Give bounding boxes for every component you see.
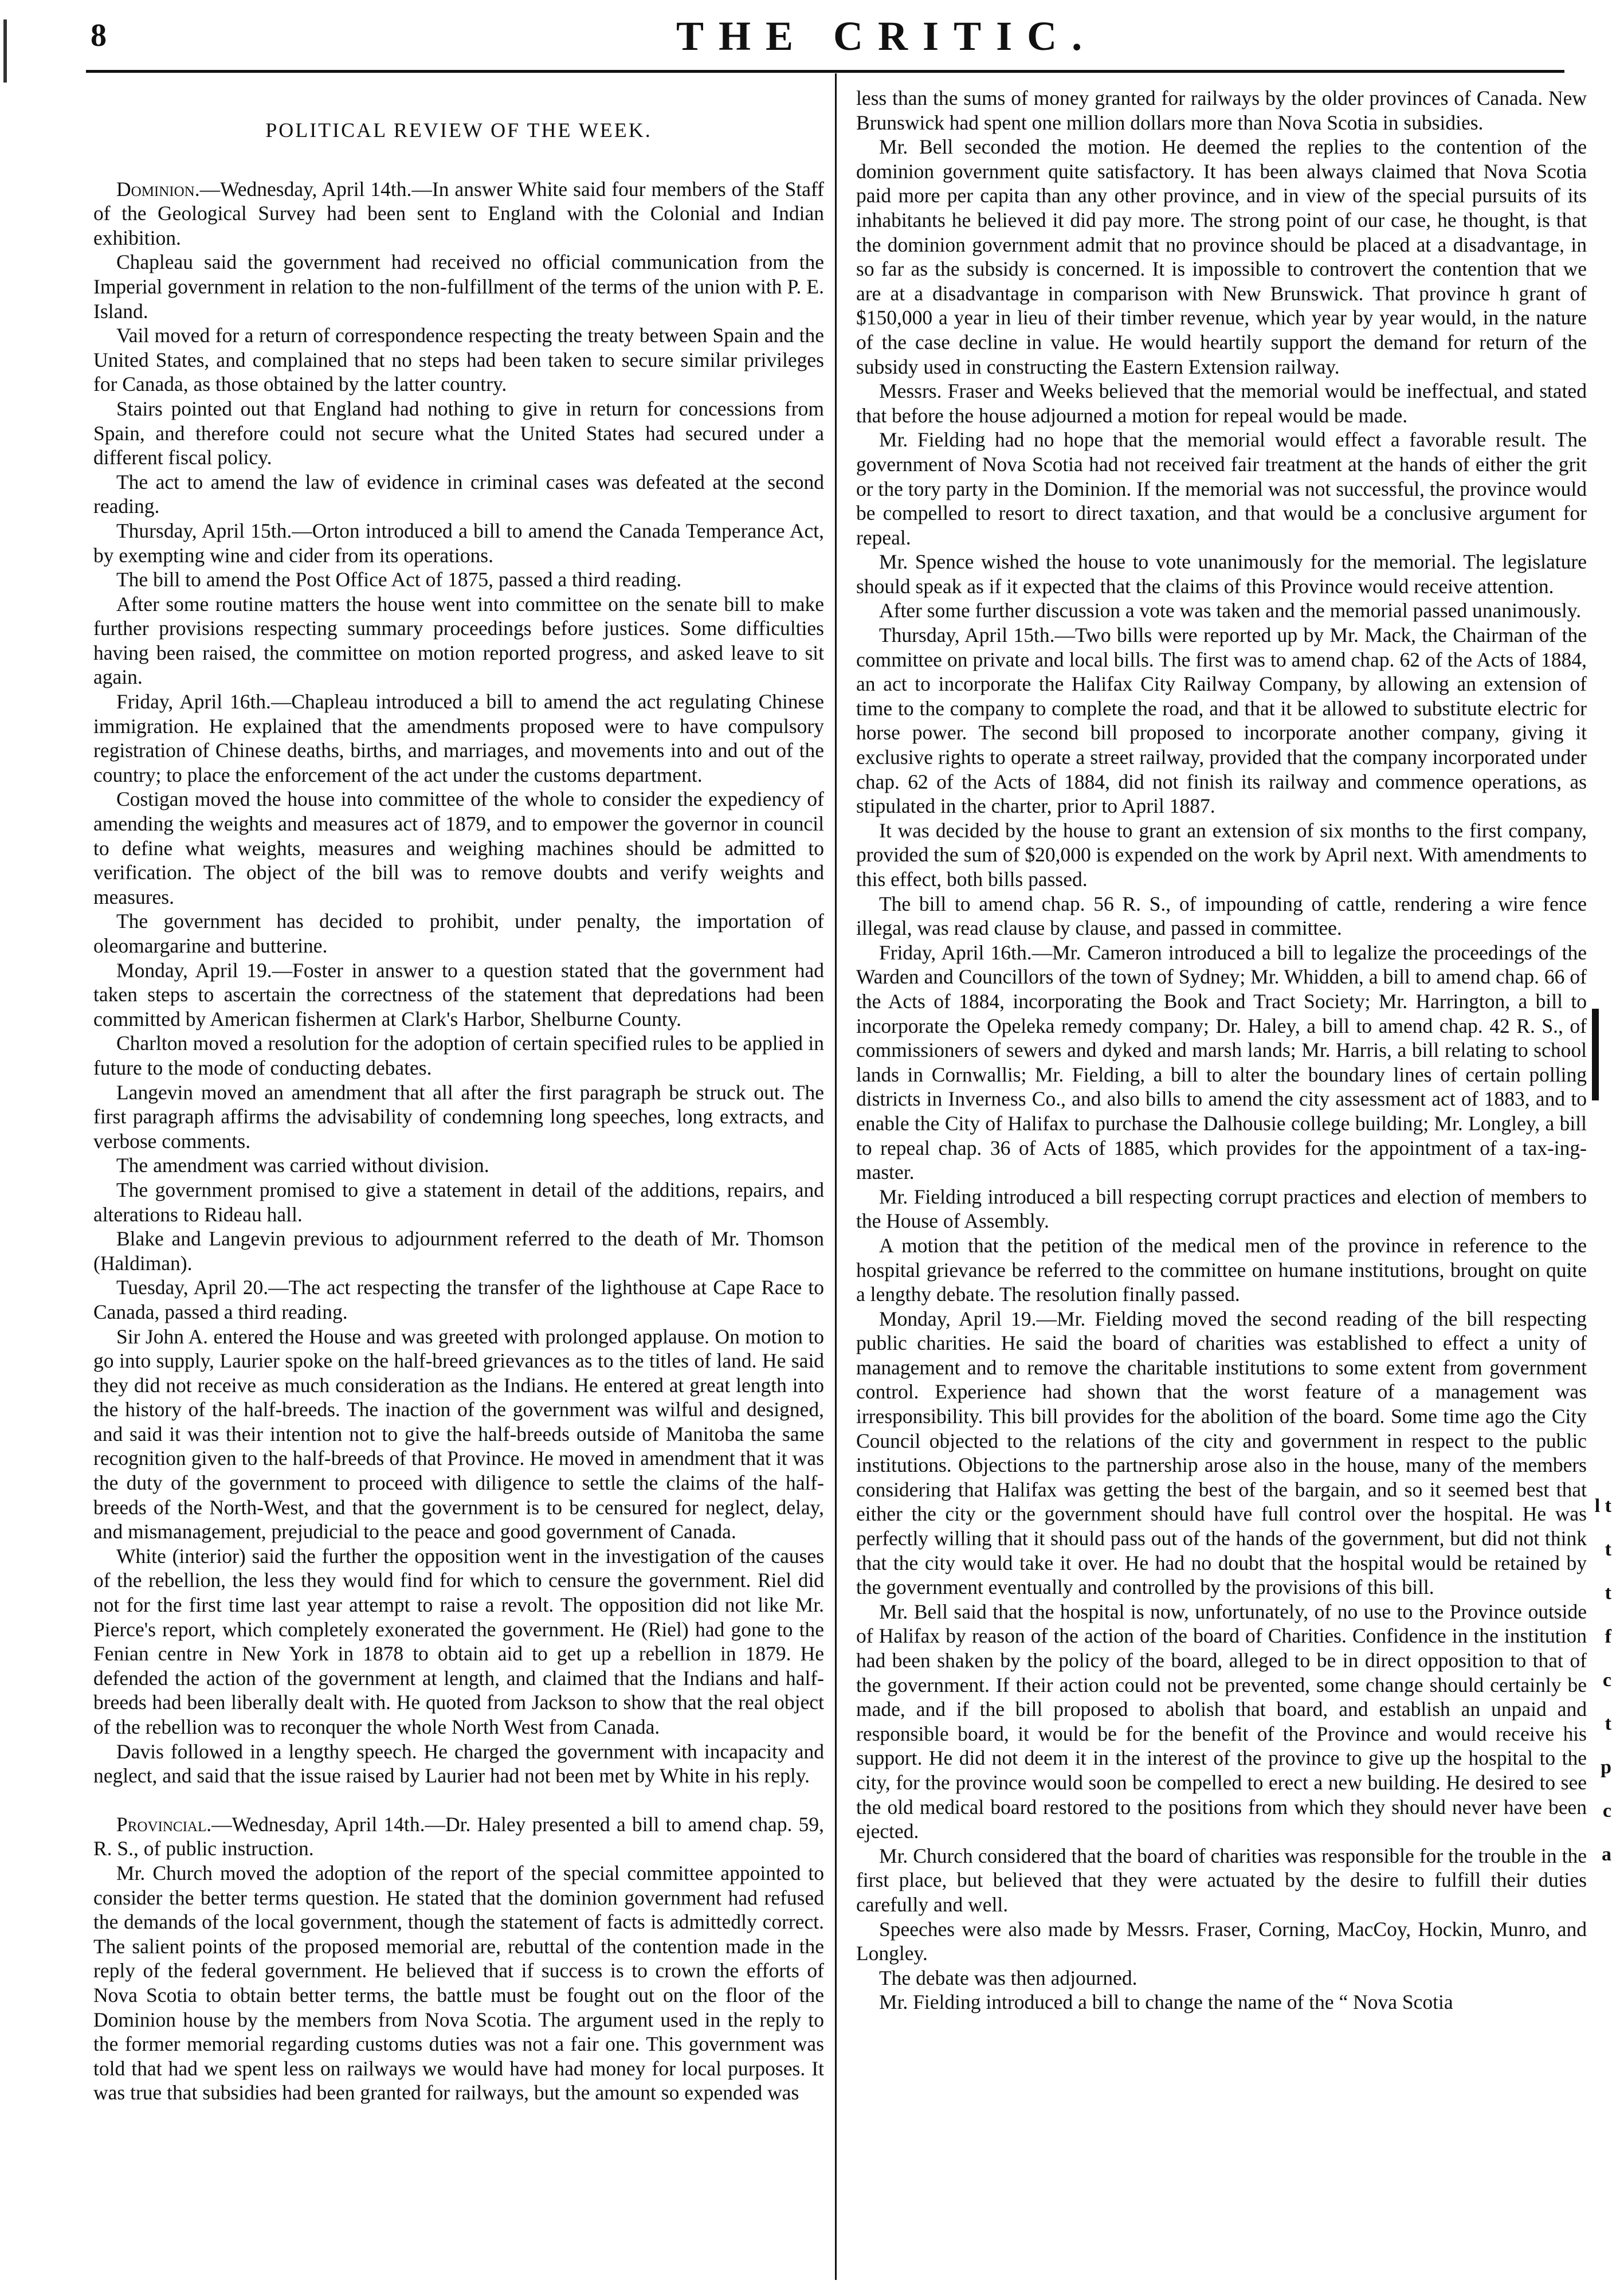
masthead: THE CRITIC.	[676, 13, 1097, 59]
paragraph	[856, 1600, 1587, 1844]
paragraph-text: After some routine matters the house went into committee on the senate bill to make further provisions respecting summary proceedings before justices. Some difficulties having been raised, the committee on motion reported progress, and asked leave to sit again.	[93, 592, 824, 689]
column-rule	[835, 73, 837, 2280]
paragraph	[93, 1325, 824, 1544]
section-title: POLITICAL REVIEW OF THE WEEK.	[265, 119, 652, 142]
paragraph-text: Mr. Fielding had no hope that the memorial would effect a favorable result. The government of Nova Scotia had not received fair treatment at the hands of either the grit or the tory party in the Dominion. If the memorial was not successful, the province would be compelled to resort to direct taxation, and that would be a conclusive argument for repeal.	[856, 428, 1587, 549]
paragraph-text: The amendment was carried without division.	[116, 1154, 489, 1177]
paragraph-text: It was decided by the house to grant an extension of six months to the first company, provided the sum of $20,000 is expended on the work by April next. With amendments to this effect, both bills passed.	[856, 818, 1587, 891]
section-lead: Provincial.	[116, 1812, 212, 1836]
right-column-body	[856, 86, 1587, 2015]
paragraph-text: Blake and Langevin previous to adjournment referred to the death of Mr. Thomson (Haldiman).	[93, 1227, 824, 1275]
paragraph	[93, 1178, 824, 1227]
paragraph-text: Mr. Fielding introduced a bill to change the name of the “ Nova Scotia	[879, 1991, 1453, 2014]
paragraph-text: Vail moved for a return of correspondence respecting the treaty between Spain and the United States, and complained that no steps had been taken to secure similar privileges for Canada, as those obtained by the latter country.	[93, 324, 824, 396]
paragraph-text: Charlton moved a resolution for the adoption of certain specified rules to be applied in future to the mode of conducting debates.	[93, 1032, 824, 1079]
paragraph	[93, 958, 824, 1032]
paragraph	[93, 323, 824, 397]
paragraph-text: Chapleau said the government had received no official communication from the Imperial government in relation to the non-fulfillment of the terms of the union with P. E. Island.	[93, 250, 824, 323]
paragraph	[856, 598, 1587, 623]
paragraph-text: Mr. Spence wished the house to vote unanimously for the memorial. The legislature should speak as if it expected that the claims of this Province would receive attention.	[856, 550, 1587, 598]
paragraph	[856, 1307, 1587, 1600]
paragraph-text: less than the sums of money granted for railways by the older provinces of Canada. New Brunswick had spent one million dollars more than Nova Scotia in subsidies.	[856, 87, 1587, 134]
paragraph	[93, 1153, 824, 1178]
right-column	[856, 86, 1587, 2015]
paragraph-text: The government has decided to prohibit, under penalty, the importation of oleomargarine and butterine.	[93, 910, 824, 957]
paragraph	[93, 1080, 824, 1154]
paragraph	[856, 1185, 1587, 1233]
paragraph	[856, 1990, 1587, 2015]
paragraph	[93, 1812, 824, 1861]
paragraph-text: Thursday, April 15th.—Orton introduced a bill to amend the Canada Temperance Act, by exempting wine and cider from its operations.	[93, 519, 824, 567]
paragraph-text: The bill to amend the Post Office Act of 1875, passed a third reading.	[116, 568, 682, 591]
paragraph	[93, 787, 824, 909]
paragraph-text: —Wednesday, April 14th.—In answer White said four members of the Staff of the Geological Survey had been sent to England with the Colonial and Indian exhibition.	[93, 177, 824, 249]
paragraph-text: Monday, April 19.—Mr. Fielding moved the second reading of the bill respecting public charities. He said the board of charities was established to effect a unity of management and to remove the charitable institutions to some extent from government control. Experience had shown that the worst feature of a management was irresponsibility. This bill provides for the abolition of the board. Some time ago the City Council objected to the relations of the city and government in respect to the public institutions. Objections to the partnership arose also in the house, many of the members considering that Halifax was getting the best of the bargain, and so it seemed best that either the city or the government should have full control over the hospital. He was perfectly willing that it should pass out of the hands of the government, but did not think that the city would take it over. He had no doubt that the hospital would be retained by the government eventually and controlled by the provisions of this bill.	[856, 1307, 1587, 1599]
paragraph-text: Sir John A. entered the House and was greeted with prolonged applause. On motion to go into supply, Laurier spoke on the half-breed grievances as to the titles of land. He said they did not receive as much consideration as the Indians. He entered at great length into the history of the half-breeds. The inaction of the government was wilful and designed, and said it was their intention not to give the half-breeds outside of Manitoba the same recognition given to the half-breeds of that Province. He moved in amendment that it was the duty of the government to proceed with diligence to settle the claims of the half-breeds of the North-West, and that the government is to be censured for neglect, delay, and mismanagement, prejudicial to the peace and good government of Canada.	[93, 1325, 824, 1543]
paragraph-text: Costigan moved the house into committee of the whole to consider the expediency of amending the weights and measures act of 1879, and to empower the governor in council to define what weights, measures and weighing machines should be admitted to verification. The object of the bill was to remove doubts and verify weights and measures.	[93, 787, 824, 908]
paragraph	[856, 623, 1587, 818]
section-gap	[93, 1788, 824, 1812]
paragraph	[856, 550, 1587, 598]
paragraph-text: Stairs pointed out that England had nothing to give in return for concessions from Spain, and therefore could not secure what the United States had secured under a different fiscal policy.	[93, 397, 824, 469]
paragraph-text: The bill to amend chap. 56 R. S., of impounding of cattle, rendering a wire fence illegal, was read clause by clause, and passed in committee.	[856, 892, 1587, 940]
header-rule	[86, 70, 1564, 73]
paragraph	[856, 892, 1587, 941]
paragraph-text: A motion that the petition of the medical men of the province in reference to the hospital grievance be referred to the committee on humane institutions, brought on quite a lengthy debate. The resolution finally passed.	[856, 1233, 1587, 1306]
paragraph-text: —Wednesday, April 14th.—Dr. Haley presented a bill to amend chap. 59, R. S., of public instruction.	[93, 1812, 824, 1860]
paragraph	[856, 818, 1587, 892]
paragraph-text: Monday, April 19.—Foster in answer to a question stated that the government had taken steps to ascertain the correctness of the statement that depredations had been committed by American fishermen at Clark's Harbor, Shelburne County.	[93, 958, 824, 1031]
paragraph	[93, 909, 824, 958]
right-edge-mark	[1592, 1009, 1599, 1100]
left-column	[93, 86, 824, 2105]
paragraph	[856, 941, 1587, 1185]
paragraph	[93, 592, 824, 689]
paragraph-text: White (interior) said the further the opposition went in the investigation of the causes of the rebellion, the less they would find for which to censure the government. Riel did not for the first time last year attempt to raise a revolt. The opposition did not like Mr. Pierce's report, which completely exonerated the government. He (Riel) had gone to the Fenian centre in New York in 1878 to obtain aid to get up a rebellion in 1879. He defended the action of the government at length, and claimed that the Indians and half-breeds had been liberally dealt with. He quoted from Jackson to show that the real object of the rebellion was to reconquer the whole North West from Canada.	[93, 1544, 824, 1738]
paragraph	[93, 1544, 824, 1739]
paragraph-text: Friday, April 16th.—Chapleau introduced a bill to amend the act regulating Chinese immigration. He explained that the amendments proposed were to have compulsory registration of Chinese deaths, births, and marriages, and movements into and out of the country; to place the enforcement of the act under the customs department.	[93, 690, 824, 786]
section-lead: Dominion.	[116, 177, 200, 201]
paragraph-text: Davis followed in a lengthy speech. He charged the government with incapacity and neglect, and said that the issue raised by Laurier had not been met by White in his reply.	[93, 1739, 824, 1788]
paragraph-text: The debate was then adjourned.	[879, 1966, 1138, 1989]
paragraph-text: Mr. Bell seconded the motion. He deemed the replies to the contention of the dominion government quite satisfactory. It has been always claimed that Nova Scotia paid more per capita than any other province, and in view of the special pursuits of its inhabitants he believed it did pay more. The strong point of our case, he thought, is that the dominion government admit that no province should be placed at a disadvantage, in so far as the subsidy is concerned. It is impossible to controvert the contention that we are at a disadvantage in comparison with New Brunswick. That province h grant of $150,000 a year in lieu of their timber revenue, which year by year would, in the nature of the case decline in value. He would heartily support the demand for return of the subsidy used in constructing the Eastern Extension railway.	[856, 135, 1587, 378]
paragraph-text: Messrs. Fraser and Weeks believed that the memorial would be ineffectual, and stated that before the house adjourned a motion for repeal would be made.	[856, 379, 1587, 427]
paragraph	[856, 1233, 1587, 1307]
paragraph-text: Langevin moved an amendment that all after the first paragraph be struck out. The first paragraph affirms the advisability of condemning long speeches, long extracts, and verbose comments.	[93, 1080, 824, 1153]
paragraph-text: The government promised to give a statement in detail of the additions, repairs, and alterations to Rideau hall.	[93, 1178, 824, 1226]
paragraph-text: Speeches were also made by Messrs. Fraser, Corning, MacCoy, Hockin, Munro, and Longley.	[856, 1917, 1587, 1965]
paragraph	[93, 397, 824, 470]
left-edge-mark	[3, 19, 7, 83]
paragraph-text: Mr. Fielding introduced a bill respecting corrupt practices and election of members to the House of Assembly.	[856, 1185, 1587, 1233]
paragraph	[93, 1031, 824, 1080]
paragraph-text: After some further discussion a vote was taken and the memorial passed unanimously.	[879, 599, 1582, 622]
paragraph	[856, 135, 1587, 379]
paragraph	[856, 1917, 1587, 1966]
paragraph-text: Mr. Church considered that the board of charities was responsible for the trouble in the first place, but believed that they were actuated by the desire to fulfill their duties carefully and well.	[856, 1844, 1587, 1916]
paragraph-text: Mr. Church moved the adoption of the report of the special committee appointed to consider the better terms question. He stated that the dominion government had refused the demands of the local government, though the statement of facts is admittedly correct. The salient points of the proposed memorial are, rebuttal of the contention made in the reply of the federal government. He believed that if success is to crown the efforts of Nova Scotia to obtain better terms, the battle must be fought out on the floor of the Dominion house by the members from Nova Scotia. The argument used in the reply to the former memorial regarding customs duties was not a fair one. This government was told that had we spent less on railways we would have had money for local purposes. It was true that subsidies had been granted for railways, but the amount so expended was	[93, 1861, 824, 2105]
paragraph	[93, 689, 824, 787]
paragraph-text: Tuesday, April 20.—The act respecting the transfer of the lighthouse at Cape Race to Canada, passed a third reading.	[93, 1276, 824, 1323]
paragraph	[93, 250, 824, 323]
paragraph-text: Friday, April 16th.—Mr. Cameron introduced a bill to legalize the proceedings of the Warden and Councillors of the town of Sydney; Mr. Whidden, a bill to amend chap. 66 of the Acts of 1884, incorporating the Book and Tract Society; Mr. Harrington, a bill to incorporate the Opeleka remedy company; Dr. Haley, a bill to amend chap. 42 R. S., of commissioners of sewers and dyked and marsh lands; Mr. Harris, a bill relating to school lands in Cornwallis; Mr. Fielding, a bill to alter the boundary lines of certain polling districts in Inverness Co., and also bills to amend the city assessment act of 1883, and to enable the City of Halifax to purchase the Dalhousie college building; Mr. Longley, a bill to repeal chap. 36 of Acts of 1885, which provides for the appointment of a tax-ing-master.	[856, 941, 1587, 1184]
paragraph	[856, 86, 1587, 135]
paragraph	[856, 1844, 1587, 1917]
paragraph	[93, 1861, 824, 2105]
paragraph-text: The act to amend the law of evidence in criminal cases was defeated at the second reading.	[93, 470, 824, 518]
edge-marks: l t t t f c t p c a	[1594, 1495, 1611, 1865]
paragraph	[93, 1227, 824, 1275]
paragraph	[93, 1275, 824, 1324]
paragraph	[93, 1739, 824, 1788]
paragraph	[93, 177, 824, 250]
paragraph	[856, 1966, 1587, 1991]
paragraph-text: Thursday, April 15th.—Two bills were reported up by Mr. Mack, the Chairman of the committee on private and local bills. The first was to amend chap. 62 of the Acts of 1884, an act to incorporate the Halifax City Railway Company, by allowing an extension of time to the company to complete the road, and that it be allowed to substitute electric for horse power. The second bill proposed to incorporate another company, giving it exclusive rights to operate a street railway, provided that the company incorporated under chap. 62 of the Acts of 1884, did not finish its railway and commence operations, as stipulated in the charter, prior to April 1887.	[856, 624, 1587, 818]
paragraph-text: Mr. Bell said that the hospital is now, unfortunately, of no use to the Province outside of Halifax by reason of the action of the board of Charities. Confidence in the institution had been shaken by the policy of the board, alleged to be in direct opposition to that of the government. If their action could not be prevented, some change should certainly be made, and if the bill proposed to abolish that board, and establish an unpaid and responsible board, it would be for the benefit of the Province and would receive his support. He did not deem it in the interest of the province to give up the hospital to the city, for the province would soon be compelled to erect a new building. He desired to see the old medical board restored to the positions from which they should never have been ejected.	[856, 1600, 1587, 1843]
page-number: 8	[91, 18, 107, 53]
paragraph	[93, 567, 824, 592]
paragraph	[856, 379, 1587, 428]
paragraph	[856, 428, 1587, 550]
left-column-body	[93, 177, 824, 2105]
paragraph	[93, 519, 824, 567]
paragraph	[93, 470, 824, 519]
